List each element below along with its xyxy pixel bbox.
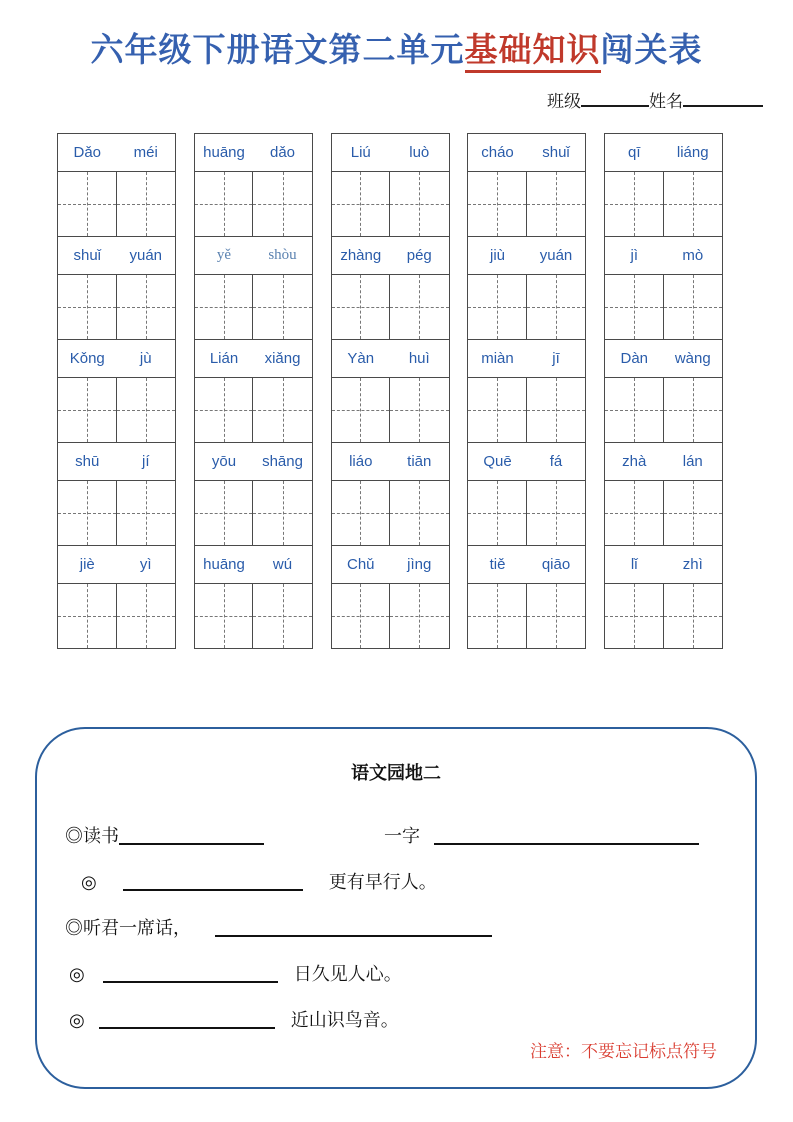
writing-grid-row bbox=[605, 481, 722, 546]
writing-grid-row bbox=[195, 584, 312, 648]
title-prefix: 六年级下册语文第二单元 bbox=[90, 33, 465, 69]
pinyin-syllable: jiù bbox=[489, 247, 505, 264]
pinyin-syllable: qiāo bbox=[541, 556, 571, 573]
pinyin-column bbox=[331, 133, 450, 649]
tianzige-cell bbox=[605, 378, 664, 442]
tianzige-cell bbox=[664, 275, 723, 339]
tianzige-cell bbox=[468, 481, 527, 545]
tianzige-cell bbox=[390, 584, 449, 648]
pinyin-row bbox=[195, 340, 312, 378]
writing-grid-row bbox=[605, 584, 722, 648]
tianzige-cell bbox=[605, 275, 664, 339]
pinyin-syllable: fá bbox=[549, 453, 563, 470]
student-info-line bbox=[0, 87, 793, 112]
pinyin-row bbox=[332, 134, 449, 172]
pinyin-row bbox=[468, 237, 585, 275]
pinyin-row bbox=[605, 443, 722, 481]
pinyin-row bbox=[58, 237, 175, 275]
tianzige-cell bbox=[253, 172, 312, 236]
page-title bbox=[0, 0, 793, 71]
pinyin-syllable: Dǎo bbox=[73, 144, 102, 161]
pinyin-grid-columns bbox=[57, 133, 723, 649]
pinyin-syllable: qī bbox=[627, 144, 641, 161]
writing-grid-row bbox=[605, 275, 722, 340]
tianzige-cell bbox=[58, 378, 117, 442]
answer-blank bbox=[434, 840, 699, 845]
tianzige-cell bbox=[390, 481, 449, 545]
line-text: 一字 bbox=[384, 826, 420, 846]
spacer bbox=[97, 892, 123, 893]
pinyin-syllable: jìng bbox=[407, 556, 432, 573]
fill-in-line bbox=[65, 803, 755, 849]
spacer bbox=[85, 984, 103, 985]
writing-grid-row bbox=[468, 172, 585, 237]
answer-blank bbox=[119, 840, 264, 845]
pinyin-syllable: shuǐ bbox=[73, 247, 102, 264]
tianzige-cell bbox=[605, 584, 664, 648]
pinyin-syllable: liáng bbox=[676, 144, 709, 161]
pinyin-syllable: jiè bbox=[79, 556, 95, 573]
writing-grid-row bbox=[58, 275, 175, 340]
pinyin-row bbox=[332, 546, 449, 584]
line-text: 更有早行人。 bbox=[328, 872, 437, 892]
pinyin-row bbox=[58, 443, 175, 481]
pinyin-syllable: jī bbox=[552, 350, 560, 367]
pinyin-row bbox=[605, 340, 722, 378]
tianzige-cell bbox=[527, 584, 586, 648]
class-label: 班级 bbox=[547, 92, 581, 111]
pinyin-syllable: lán bbox=[682, 453, 703, 470]
spacer bbox=[303, 892, 329, 893]
pinyin-row bbox=[332, 237, 449, 275]
pinyin-syllable: Quē bbox=[483, 453, 512, 470]
pinyin-syllable: yuán bbox=[129, 247, 163, 264]
tianzige-cell bbox=[117, 378, 176, 442]
writing-grid-row bbox=[58, 172, 175, 237]
writing-grid-row bbox=[468, 275, 585, 340]
pinyin-syllable: jí bbox=[142, 453, 150, 470]
pinyin-syllable: huāng bbox=[203, 144, 245, 161]
tianzige-cell bbox=[253, 584, 312, 648]
answer-blank bbox=[103, 978, 278, 983]
tianzige-cell bbox=[527, 481, 586, 545]
answer-blank bbox=[215, 932, 492, 937]
pinyin-row bbox=[332, 340, 449, 378]
writing-grid-row bbox=[58, 481, 175, 546]
yuwen-yuandi-box bbox=[35, 727, 757, 1089]
tianzige-cell bbox=[332, 481, 391, 545]
pinyin-column bbox=[604, 133, 723, 649]
pinyin-row bbox=[468, 546, 585, 584]
spacer bbox=[264, 846, 384, 847]
pinyin-syllable: jì bbox=[630, 247, 638, 264]
pinyin-syllable: zhì bbox=[682, 556, 703, 573]
box-title: 语文园地二 bbox=[351, 763, 441, 783]
punctuation-note: 注意：不要忘记标点符号 bbox=[530, 1042, 717, 1061]
tianzige-cell bbox=[468, 275, 527, 339]
pinyin-row bbox=[468, 340, 585, 378]
pinyin-row bbox=[195, 134, 312, 172]
pinyin-syllable: luò bbox=[409, 144, 430, 161]
class-blank-field bbox=[581, 90, 649, 107]
pinyin-row bbox=[195, 546, 312, 584]
pinyin-column bbox=[467, 133, 586, 649]
spacer bbox=[278, 984, 294, 985]
pinyin-syllable: liáo bbox=[349, 453, 373, 470]
fill-in-line bbox=[65, 987, 755, 1033]
spacer bbox=[65, 892, 81, 893]
pinyin-row bbox=[332, 443, 449, 481]
tianzige-cell bbox=[468, 584, 527, 648]
spacer bbox=[275, 1030, 291, 1031]
pinyin-syllable: Dàn bbox=[620, 350, 649, 367]
writing-grid-row bbox=[195, 172, 312, 237]
tianzige-cell bbox=[664, 481, 723, 545]
pinyin-syllable: zhà bbox=[622, 453, 647, 470]
pinyin-row bbox=[58, 340, 175, 378]
answer-blank bbox=[99, 1024, 275, 1029]
fill-in-line bbox=[65, 941, 755, 987]
pinyin-column bbox=[194, 133, 313, 649]
pinyin-column bbox=[57, 133, 176, 649]
pinyin-row bbox=[605, 546, 722, 584]
tianzige-cell bbox=[195, 378, 254, 442]
pinyin-syllable: yě bbox=[216, 247, 232, 263]
tianzige-cell bbox=[390, 275, 449, 339]
name-blank-field bbox=[683, 90, 763, 107]
pinyin-syllable: pég bbox=[406, 247, 432, 264]
pinyin-syllable: Liú bbox=[350, 144, 371, 161]
tianzige-cell bbox=[195, 584, 254, 648]
line-text: 近山识鸟音。 bbox=[290, 1010, 399, 1030]
pinyin-row bbox=[605, 134, 722, 172]
tianzige-cell bbox=[58, 584, 117, 648]
writing-grid-row bbox=[195, 481, 312, 546]
tianzige-cell bbox=[605, 172, 664, 236]
tianzige-cell bbox=[195, 481, 254, 545]
pinyin-syllable: miàn bbox=[481, 350, 514, 367]
tianzige-cell bbox=[332, 378, 391, 442]
fill-in-line bbox=[65, 849, 755, 895]
answer-blank bbox=[123, 886, 303, 891]
fill-in-lines bbox=[37, 803, 755, 1033]
spacer bbox=[191, 938, 215, 939]
line-text: ◎听君一席话， bbox=[65, 918, 191, 938]
tianzige-cell bbox=[664, 172, 723, 236]
spacer bbox=[420, 846, 434, 847]
tianzige-cell bbox=[390, 378, 449, 442]
fill-in-line bbox=[65, 895, 755, 941]
writing-grid-row bbox=[605, 172, 722, 237]
pinyin-syllable: huì bbox=[408, 350, 430, 367]
writing-grid-row bbox=[332, 584, 449, 648]
pinyin-syllable: jù bbox=[139, 350, 152, 367]
tianzige-cell bbox=[527, 275, 586, 339]
writing-grid-row bbox=[332, 275, 449, 340]
tianzige-cell bbox=[332, 172, 391, 236]
pinyin-syllable: Lián bbox=[209, 350, 239, 367]
line-text: ◎ bbox=[69, 1010, 85, 1030]
tianzige-cell bbox=[527, 378, 586, 442]
pinyin-syllable: shāng bbox=[262, 453, 303, 470]
writing-grid-row bbox=[468, 378, 585, 443]
tianzige-cell bbox=[664, 584, 723, 648]
pinyin-syllable: Kǒng bbox=[69, 350, 105, 367]
pinyin-syllable: lǐ bbox=[630, 556, 638, 573]
tianzige-cell bbox=[468, 172, 527, 236]
spacer bbox=[85, 1030, 99, 1031]
writing-grid-row bbox=[195, 378, 312, 443]
pinyin-row bbox=[468, 443, 585, 481]
writing-grid-row bbox=[332, 172, 449, 237]
tianzige-cell bbox=[195, 275, 254, 339]
pinyin-row bbox=[195, 237, 312, 275]
tianzige-cell bbox=[332, 275, 391, 339]
pinyin-syllable: yuán bbox=[539, 247, 573, 264]
pinyin-row bbox=[58, 134, 175, 172]
pinyin-syllable: mò bbox=[682, 247, 704, 264]
pinyin-syllable: tiě bbox=[489, 556, 506, 573]
writing-grid-row bbox=[195, 275, 312, 340]
pinyin-syllable: zhàng bbox=[340, 247, 382, 264]
pinyin-syllable: Chǔ bbox=[346, 556, 375, 573]
tianzige-cell bbox=[58, 481, 117, 545]
tianzige-cell bbox=[664, 378, 723, 442]
pinyin-syllable: yōu bbox=[211, 453, 237, 470]
line-text: ◎ bbox=[81, 872, 97, 892]
tianzige-cell bbox=[117, 584, 176, 648]
tianzige-cell bbox=[527, 172, 586, 236]
tianzige-cell bbox=[58, 172, 117, 236]
pinyin-syllable: shuǐ bbox=[542, 144, 570, 161]
line-text: 日久见人心。 bbox=[293, 964, 402, 984]
pinyin-syllable: tiān bbox=[407, 453, 432, 470]
pinyin-row bbox=[195, 443, 312, 481]
pinyin-syllable: cháo bbox=[481, 144, 514, 161]
tianzige-cell bbox=[468, 378, 527, 442]
pinyin-syllable: shòu bbox=[268, 247, 297, 263]
pinyin-syllable: xiǎng bbox=[264, 350, 301, 367]
title-highlight: 基础知识 bbox=[465, 33, 601, 73]
writing-grid-row bbox=[332, 481, 449, 546]
line-text: ◎读书 bbox=[65, 826, 119, 846]
line-text: ◎ bbox=[69, 964, 85, 984]
writing-grid-row bbox=[468, 481, 585, 546]
tianzige-cell bbox=[58, 275, 117, 339]
pinyin-syllable: wàng bbox=[674, 350, 711, 367]
tianzige-cell bbox=[117, 481, 176, 545]
tianzige-cell bbox=[390, 172, 449, 236]
tianzige-cell bbox=[253, 378, 312, 442]
pinyin-syllable: shū bbox=[75, 453, 100, 470]
tianzige-cell bbox=[253, 275, 312, 339]
tianzige-cell bbox=[605, 481, 664, 545]
pinyin-syllable: dǎo bbox=[269, 144, 296, 161]
writing-grid-row bbox=[58, 584, 175, 648]
tianzige-cell bbox=[332, 584, 391, 648]
tianzige-cell bbox=[117, 172, 176, 236]
tianzige-cell bbox=[195, 172, 254, 236]
pinyin-row bbox=[605, 237, 722, 275]
writing-grid-row bbox=[332, 378, 449, 443]
pinyin-syllable: wú bbox=[272, 556, 293, 573]
pinyin-row bbox=[58, 546, 175, 584]
writing-grid-row bbox=[58, 378, 175, 443]
pinyin-syllable: méi bbox=[133, 144, 158, 161]
pinyin-syllable: yì bbox=[139, 556, 152, 573]
pinyin-syllable: Yàn bbox=[347, 350, 375, 367]
name-label: 姓名 bbox=[649, 92, 683, 111]
title-suffix: 闯关表 bbox=[600, 33, 703, 69]
tianzige-cell bbox=[253, 481, 312, 545]
pinyin-syllable: huāng bbox=[203, 556, 245, 573]
writing-grid-row bbox=[605, 378, 722, 443]
writing-grid-row bbox=[468, 584, 585, 648]
tianzige-cell bbox=[117, 275, 176, 339]
pinyin-row bbox=[468, 134, 585, 172]
